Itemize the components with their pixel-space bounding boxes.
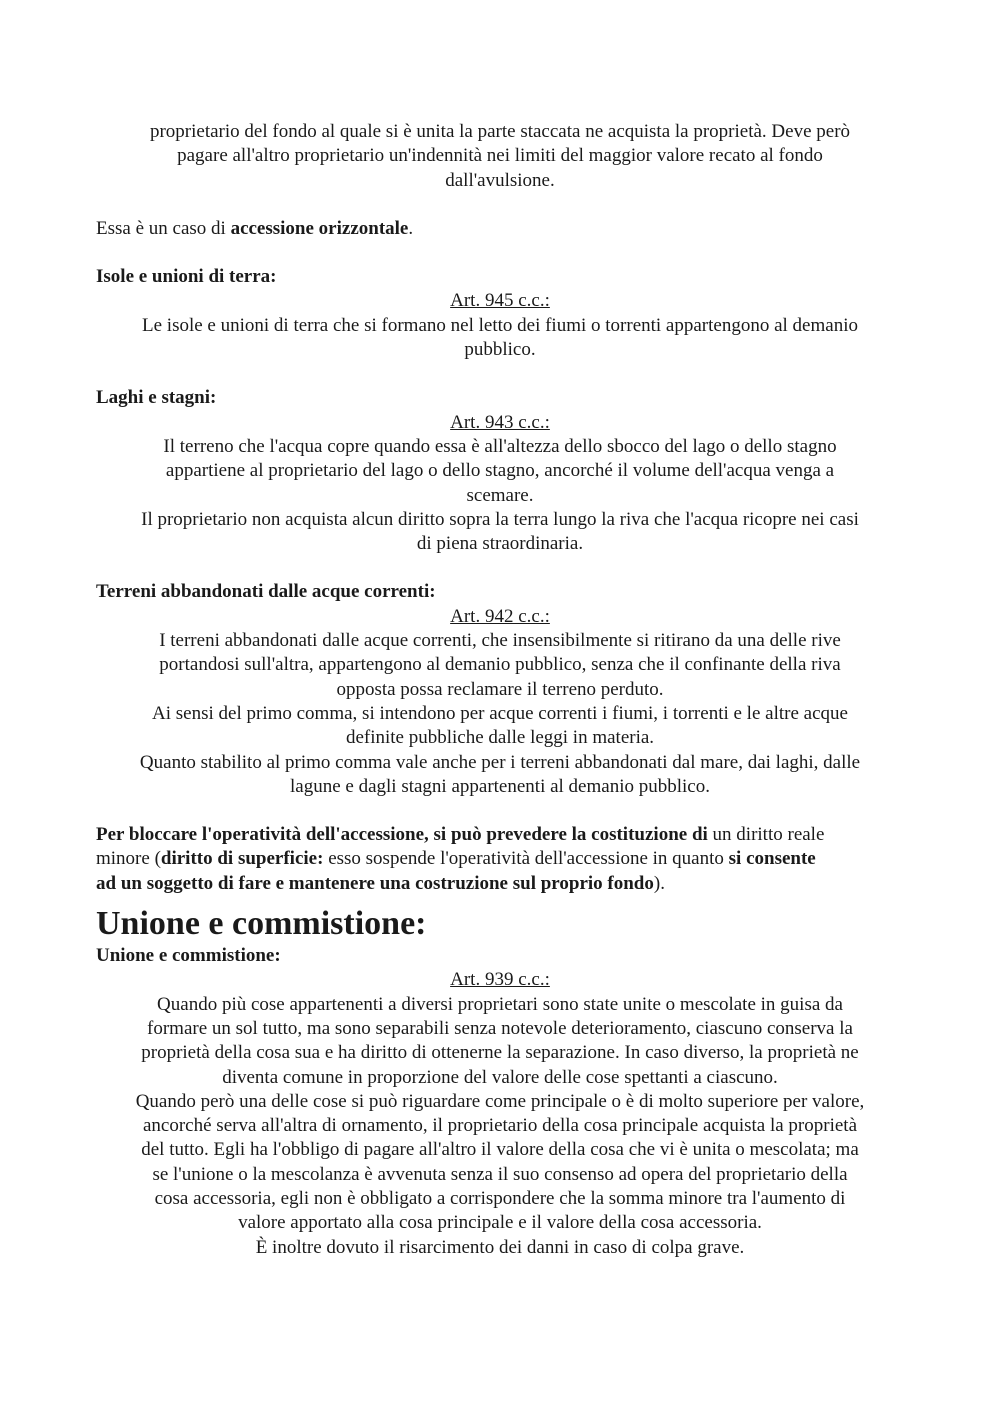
- text-line: pagare all'altro proprietario un'indennità nei limiti del maggior valore recato al fondo: [177, 145, 823, 167]
- bold-text: si consente: [728, 848, 816, 870]
- text-line: Quando più cose appartenenti a diversi proprietari sono state unite o mescolate in guisa da: [157, 993, 843, 1015]
- article-reference: Art. 945 c.c.:: [450, 290, 550, 312]
- text-line: scemare.: [466, 484, 534, 506]
- text-line: di piena straordinaria.: [416, 533, 584, 555]
- bold-text: diritto di superficie:: [160, 848, 324, 870]
- text-line: dall'avulsione.: [445, 169, 555, 191]
- text-line: opposta possa reclamare il terreno perduto.: [336, 678, 664, 700]
- text-line: I terreni abbandonati dalle acque correnti, che insensibilmente si ritirano da una delle rive: [159, 630, 841, 652]
- section-heading-unione: Unione e commistione:: [96, 945, 281, 967]
- section-heading-terreni: Terreni abbandonati dalle acque correnti:: [96, 581, 436, 603]
- text-line: Quanto stabilito al primo comma vale anche per i terreni abbandonati dal mare, dai laghi, dalle: [139, 751, 861, 773]
- text-line: Il proprietario non acquista alcun diritto sopra la terra lungo la riva che l'acqua ricopre nei casi: [141, 508, 859, 530]
- article-reference: Art. 942 c.c.:: [450, 605, 550, 627]
- text-line: valore apportato alla cosa principale e il valore della cosa accessoria.: [238, 1212, 762, 1234]
- text-line: appartiene al proprietario del lago o dello stagno, ancorché il volume dell'acqua venga a: [165, 460, 835, 482]
- text-line: proprietà della cosa sua e ha diritto di ottenerne la separazione. In caso diverso, la proprietà ne: [141, 1042, 859, 1064]
- essa-bold-term: accessione orizzontale: [230, 217, 409, 239]
- text-line: del tutto. Egli ha l'obbligo di pagare all'altro il valore della cosa che vi è unita o mescolata; ma: [141, 1139, 859, 1161]
- text-line: cosa accessoria, egli non è obbligato a corrispondere che la somma minore tra l'aumento di: [154, 1187, 846, 1209]
- article-text-laghi: [96, 435, 904, 556]
- plain-text: ).: [653, 872, 665, 894]
- text-line: definite pubbliche dalle leggi in materia.: [345, 727, 655, 749]
- text-line: ancorché serva all'altra di ornamento, il proprietario della cosa principale acquista la proprietà: [142, 1115, 858, 1137]
- article-text-isole: [96, 314, 904, 363]
- text-line: Il terreno che l'acqua copre quando essa è all'altezza dello sbocco del lago o dello stagno: [163, 435, 837, 457]
- article-text-terreni: [96, 629, 904, 799]
- text-line: proprietario del fondo al quale si è unita la parte staccata ne acquista la proprietà. Deve però: [149, 121, 851, 142]
- plain-text: esso sospende l'operatività dell'accessione in quanto: [323, 848, 729, 870]
- text-line: diventa comune in proporzione del valore delle cose spettanti a ciascuno.: [222, 1066, 778, 1088]
- text-line: portandosi sull'altra, appartengono al demanio pubblico, senza che il confinante della riva: [159, 654, 841, 676]
- text-line: formare un sol tutto, ma sono separabili senza notevole deterioramento, ciascuno conserva la: [147, 1017, 853, 1039]
- article-reference: Art. 943 c.c.:: [450, 411, 550, 433]
- plain-text: un diritto reale: [707, 824, 825, 846]
- text-line: lagune e dagli stagni appartenenti al demanio pubblico.: [290, 775, 710, 797]
- essa-suffix: .: [408, 217, 414, 239]
- essa-prefix: Essa è un caso di: [96, 217, 231, 239]
- text-line: Quando però una delle cose si può riguardare come principale o è di molto superiore per valore,: [135, 1090, 865, 1112]
- section-heading-laghi: Laghi e stagni:: [96, 387, 217, 409]
- bold-text: Per bloccare l'operatività dell'accessione, si può prevedere la costituzione di: [96, 824, 708, 846]
- essa-paragraph: [96, 217, 904, 241]
- article-reference: Art. 939 c.c.:: [450, 969, 550, 991]
- plain-text: minore (: [96, 848, 161, 870]
- text-line: È inoltre dovuto il risarcimento dei danni in caso di colpa grave.: [255, 1236, 745, 1258]
- text-line: pubblico.: [464, 339, 536, 361]
- bold-text: ad un soggetto di fare e mantenere una costruzione sul proprio fondo: [96, 872, 654, 894]
- text-line: Ai sensi del primo comma, si intendono per acque correnti i fiumi, i torrenti e le altre acque: [152, 702, 848, 724]
- superficie-paragraph: [96, 823, 904, 896]
- article-text-unione: [96, 993, 904, 1260]
- text-line: Le isole e unioni di terra che si formano nel letto dei fiumi o torrenti appartengono al demanio: [142, 314, 858, 336]
- text-line: se l'unione o la mescolanza è avvenuta senza il suo consenso ad opera del proprietario della: [152, 1163, 848, 1185]
- section-heading-isole: Isole e unioni di terra:: [96, 266, 277, 288]
- intro-paragraph: [96, 120, 904, 193]
- chapter-title: Unione e commistione:: [96, 905, 427, 943]
